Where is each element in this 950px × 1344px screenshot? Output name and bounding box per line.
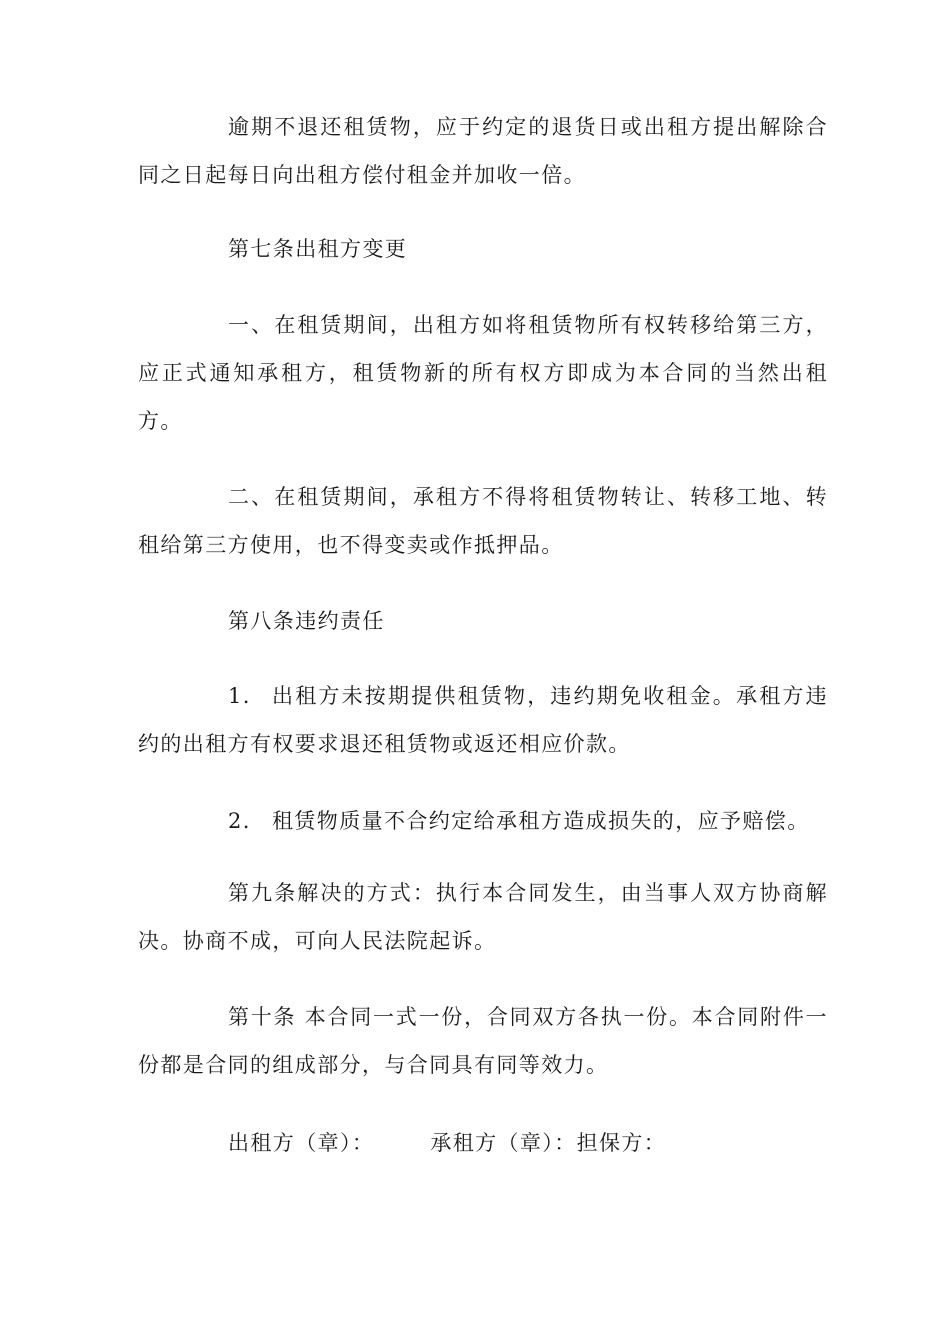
paragraph-line: 租给第三方使用，也不得变卖或作抵押品。 [138, 533, 564, 557]
paragraph-line: 一、在租赁期间，出租方如将租赁物所有权转移给第三方， [228, 313, 828, 337]
article-10-line: 第十条 本合同一式一份，合同双方各执一份。本合同附件一 [228, 1005, 828, 1029]
list-item-text: 出租方未按期提供租赁物，违约期免收租金。承租方违 [272, 684, 828, 708]
paragraph-line: 应正式通知承租方，租赁物新的所有权方即成为本合同的当然出租 [138, 361, 828, 385]
signature-lessor: 出租方（章）： [228, 1131, 375, 1155]
list-item-text: 租赁物质量不合约定给承租方造成损失的，应予赔偿。 [272, 809, 810, 833]
paragraph-line: 二、在租赁期间，承租方不得将租赁物转让、转移工地、转 [228, 485, 828, 509]
signature-line [228, 1128, 828, 1158]
paragraph-line: 份都是合同的组成部分，与合同具有同等效力。 [138, 1053, 609, 1077]
paragraph-line: 同之日起每日向出租方偿付租金并加收一倍。 [138, 163, 586, 187]
article-9-line: 第九条解决的方式：执行本合同发生，由当事人双方协商解 [228, 881, 828, 905]
paragraph-line: 约的出租方有权要求退还租赁物或返还相应价款。 [138, 732, 631, 756]
list-item-number: 2. [228, 809, 251, 833]
list-item [228, 806, 828, 836]
article-7-heading: 第七条出租方变更 [228, 237, 408, 261]
paragraph-line: 方。 [138, 409, 183, 433]
list-item [228, 681, 828, 711]
paragraph-line: 决。协商不成，可向人民法院起诉。 [138, 929, 497, 953]
signature-lessee-guarantor: 承租方（章）：担保方： [430, 1131, 667, 1155]
article-8-heading: 第八条违约责任 [228, 609, 385, 633]
paragraph-line: 逾期不退还租赁物，应于约定的退货日或出租方提出解除合 [228, 115, 828, 139]
list-item-number: 1. [228, 684, 251, 708]
